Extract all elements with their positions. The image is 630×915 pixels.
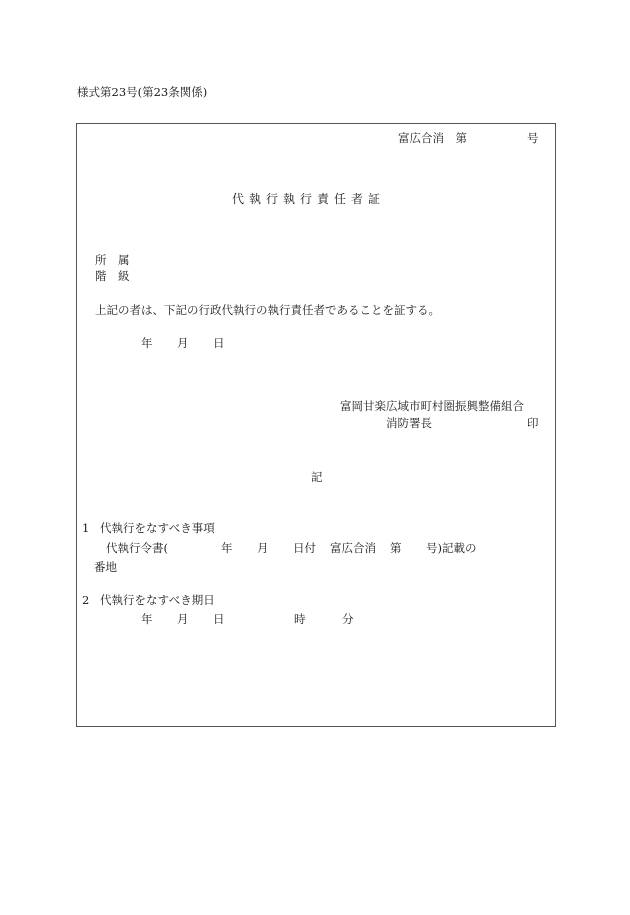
issue-date-month: 月 [177, 336, 189, 350]
form-label: 様式第23号(第23条関係) [77, 85, 208, 99]
item-1-address-label: 番地 [94, 560, 117, 574]
certificate-number-prefix: 富広合消 第 [398, 131, 467, 145]
item-1-order-year: 年 [221, 541, 233, 555]
certificate-frame [76, 123, 556, 727]
issue-date-year: 年 [141, 336, 153, 350]
item-1-order-month: 月 [257, 541, 269, 555]
item-1-order-label: 代執行令書( [106, 541, 168, 555]
seal-mark: 印 [527, 416, 539, 430]
item-1-ref-no: 第 [390, 541, 402, 555]
item-2-minute: 分 [342, 612, 354, 626]
item-2-month: 月 [177, 612, 189, 626]
certificate-title: 代執行執行責任者証 [232, 192, 386, 206]
issuer-organization: 富岡甘楽広域市町村圏振興整備組合 [340, 399, 524, 413]
issuer-title: 消防署長 [386, 416, 432, 430]
affiliation-label: 所 属 [95, 253, 130, 267]
item-1-order-day: 日付 [293, 541, 316, 555]
certificate-number-suffix: 号 [527, 131, 539, 145]
rank-label: 階 級 [95, 269, 130, 283]
notes-heading: 記 [311, 470, 323, 484]
item-2-year: 年 [141, 612, 153, 626]
item-2-number: 2 [82, 593, 90, 607]
item-1-ref-suffix: 号)記載の [426, 541, 477, 555]
certification-statement: 上記の者は、下記の行政代執行の執行責任者であることを証する。 [95, 303, 440, 317]
item-1-number: 1 [82, 521, 90, 535]
item-2-hour: 時 [294, 612, 306, 626]
item-2-heading: 代執行をなすべき期日 [100, 593, 215, 607]
issue-date-day: 日 [213, 336, 225, 350]
item-1-ref-prefix: 富広合消 [330, 541, 376, 555]
item-2-day: 日 [213, 612, 225, 626]
item-1-heading: 代執行をなすべき事項 [100, 521, 215, 535]
